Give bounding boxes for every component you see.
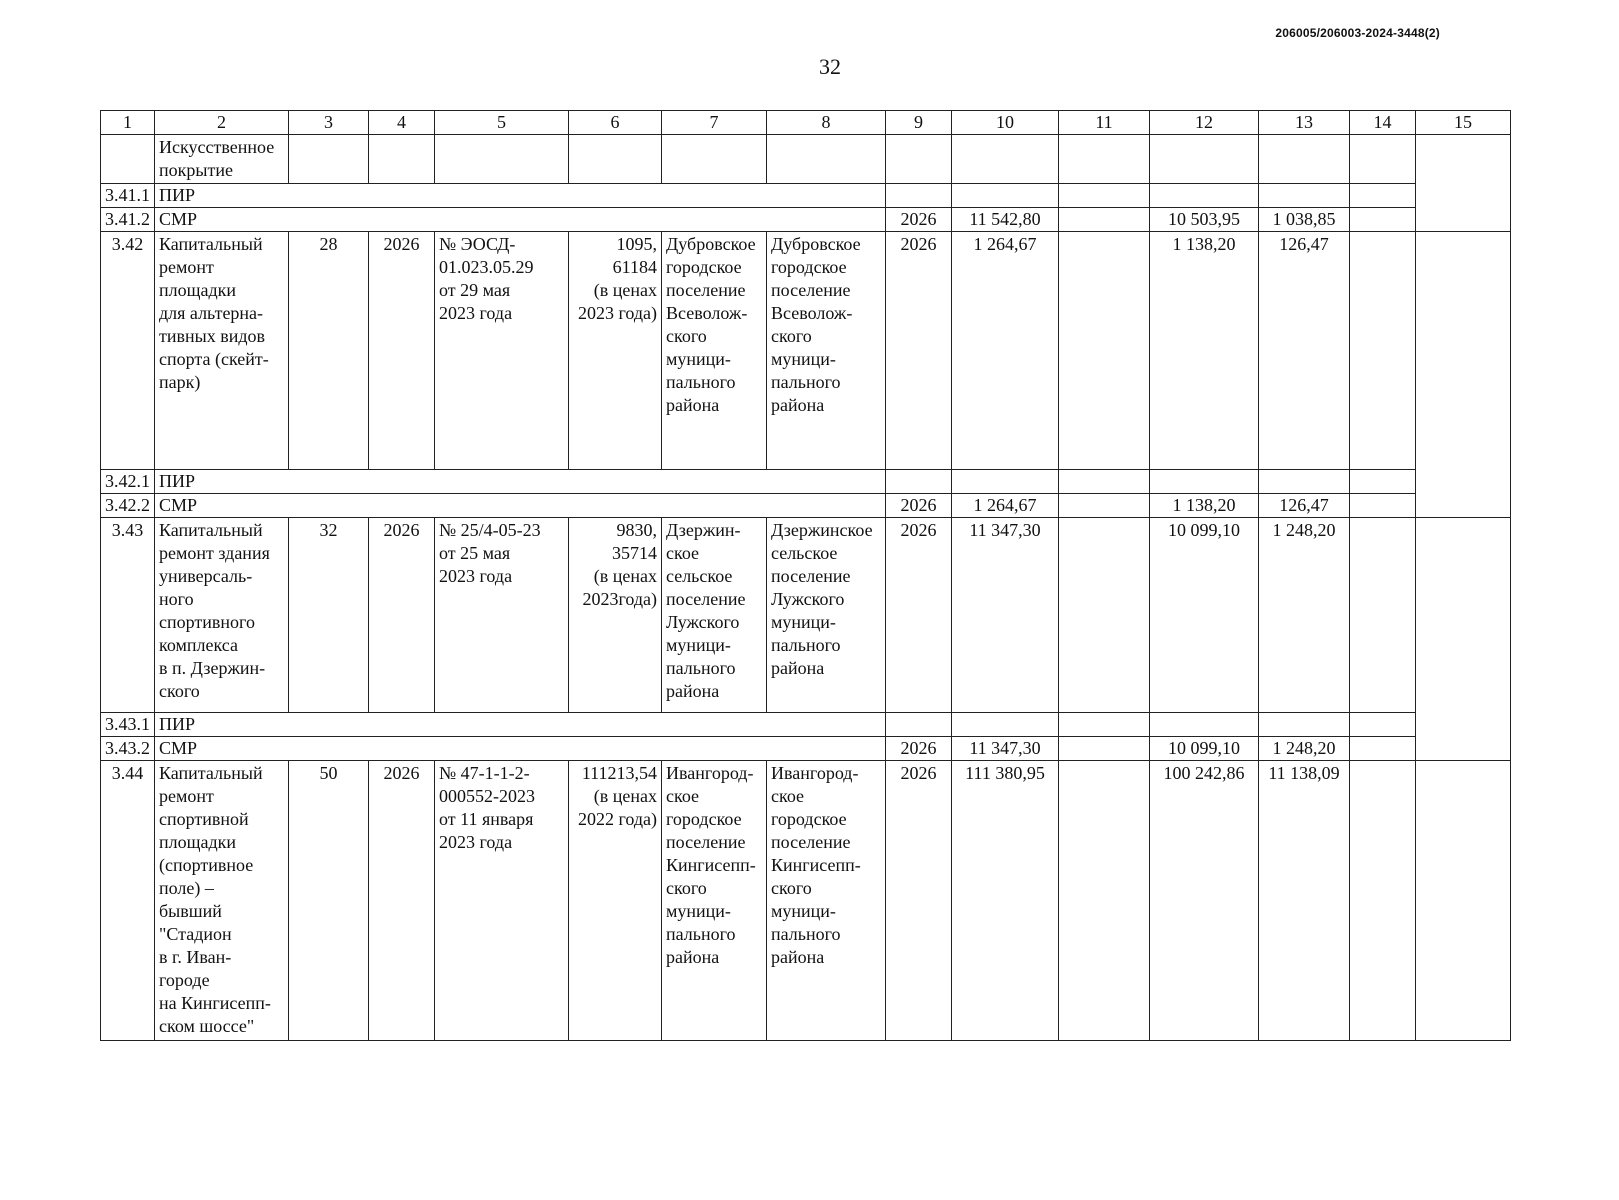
header-cell: 8 (767, 111, 886, 135)
year-cell: 2026 (886, 761, 952, 1041)
row-number: 3.43.1 (101, 713, 155, 737)
header-cell: 9 (886, 111, 952, 135)
row-label: СМР (155, 208, 886, 232)
value-cell: 1 138,20 (1150, 232, 1259, 470)
document-cell: № 25/4-05-23 от 25 мая 2023 года (435, 518, 569, 713)
value-cell: 10 503,95 (1150, 208, 1259, 232)
value-cell: 1 264,67 (952, 232, 1059, 470)
document-code: 206005/206003-2024-3448(2) (1275, 26, 1440, 40)
row-label: СМР (155, 494, 886, 518)
value-cell: 111 380,95 (952, 761, 1059, 1041)
header-cell: 5 (435, 111, 569, 135)
table-row (101, 208, 1511, 232)
page-number: 32 (819, 54, 841, 79)
value-cell: 28 (289, 232, 369, 470)
value-cell: 11 347,30 (952, 737, 1059, 761)
table-row (101, 494, 1511, 518)
header-cell: 3 (289, 111, 369, 135)
document-cell: № 47-1-1-2- 000552-2023 от 11 января 2023 года (435, 761, 569, 1041)
table-row (101, 761, 1511, 1041)
object-name: Капитальный ремонт здания универсаль- ного спортивного комплекса в п. Дзержин- ского (155, 518, 289, 713)
row-label: ПИР (155, 184, 886, 208)
row-number: 3.42 (101, 232, 155, 470)
value-cell: 126,47 (1259, 494, 1350, 518)
header-cell: 10 (952, 111, 1059, 135)
location-cell: Дубровское городское поселение Всеволож- ского муници- пального района (767, 232, 886, 470)
header-cell: 12 (1150, 111, 1259, 135)
row-label: ПИР (155, 470, 886, 494)
year-cell: 2026 (369, 761, 435, 1041)
value-cell: 1 248,20 (1259, 518, 1350, 713)
value-cell: 32 (289, 518, 369, 713)
value-cell: 100 242,86 (1150, 761, 1259, 1041)
header-cell: 4 (369, 111, 435, 135)
row-number: 3.43.2 (101, 737, 155, 761)
row-number: 3.42.1 (101, 470, 155, 494)
row-number: 3.44 (101, 761, 155, 1041)
value-cell: 11 542,80 (952, 208, 1059, 232)
year-cell: 2026 (369, 518, 435, 713)
value-cell: 1 264,67 (952, 494, 1059, 518)
object-name: Капитальный ремонт спортивной площадки (спортивное поле) – бывший "Стадион в г. Иван- городе на Кингисепп- ском шоссе" (155, 761, 289, 1041)
location-cell: Дзержин- ское сельское поселение Лужского муници- пального района (662, 518, 767, 713)
location-cell: Ивангород- ское городское поселение Кингисепп- ского муници- пального района (662, 761, 767, 1041)
row-label: ПИР (155, 713, 886, 737)
location-cell: Ивангород- ское городское поселение Кингисепп- ского муници- пального района (767, 761, 886, 1041)
header-cell: 7 (662, 111, 767, 135)
cost-cell: 111213,54 (в ценах 2022 года) (569, 761, 662, 1041)
header-cell: 15 (1416, 111, 1511, 135)
year-cell: 2026 (886, 518, 952, 713)
row-label: СМР (155, 737, 886, 761)
table-row (101, 518, 1511, 713)
document-cell: № ЭОСД- 01.023.05.29 от 29 мая 2023 года (435, 232, 569, 470)
header-cell: 14 (1350, 111, 1416, 135)
cost-cell: 1095, 61184 (в ценах 2023 года) (569, 232, 662, 470)
cost-cell: 9830, 35714 (в ценах 2023года) (569, 518, 662, 713)
value-cell: 1 138,20 (1150, 494, 1259, 518)
table-row (101, 470, 1511, 494)
row-number: 3.42.2 (101, 494, 155, 518)
header-cell: 6 (569, 111, 662, 135)
value-cell: 50 (289, 761, 369, 1041)
table-row (101, 232, 1511, 470)
header-row (101, 111, 1511, 135)
row-number: 3.43 (101, 518, 155, 713)
data-table (100, 110, 1511, 1041)
value-cell: 10 099,10 (1150, 518, 1259, 713)
year-cell: 2026 (886, 208, 952, 232)
value-cell: 126,47 (1259, 232, 1350, 470)
table-row (101, 737, 1511, 761)
location-cell: Дубровское городское поселение Всеволож- ского муници- пального района (662, 232, 767, 470)
object-name: Капитальный ремонт площадки для альтерна- тивных видов спорта (скейт- парк) (155, 232, 289, 470)
year-cell: 2026 (886, 232, 952, 470)
value-cell: 11 347,30 (952, 518, 1059, 713)
year-cell: 2026 (886, 494, 952, 518)
header-cell: 11 (1059, 111, 1150, 135)
header-cell: 13 (1259, 111, 1350, 135)
header-cell: 2 (155, 111, 289, 135)
table-row (101, 135, 1511, 184)
value-cell: 1 248,20 (1259, 737, 1350, 761)
table-row (101, 184, 1511, 208)
header-cell: 1 (101, 111, 155, 135)
table-row (101, 713, 1511, 737)
row-number: 3.41.2 (101, 208, 155, 232)
value-cell: 1 038,85 (1259, 208, 1350, 232)
row-number: 3.41.1 (101, 184, 155, 208)
value-cell: 11 138,09 (1259, 761, 1350, 1041)
object-name: Искусственное покрытие (155, 135, 289, 184)
location-cell: Дзержинское сельское поселение Лужского муници- пального района (767, 518, 886, 713)
value-cell: 10 099,10 (1150, 737, 1259, 761)
year-cell: 2026 (369, 232, 435, 470)
year-cell: 2026 (886, 737, 952, 761)
